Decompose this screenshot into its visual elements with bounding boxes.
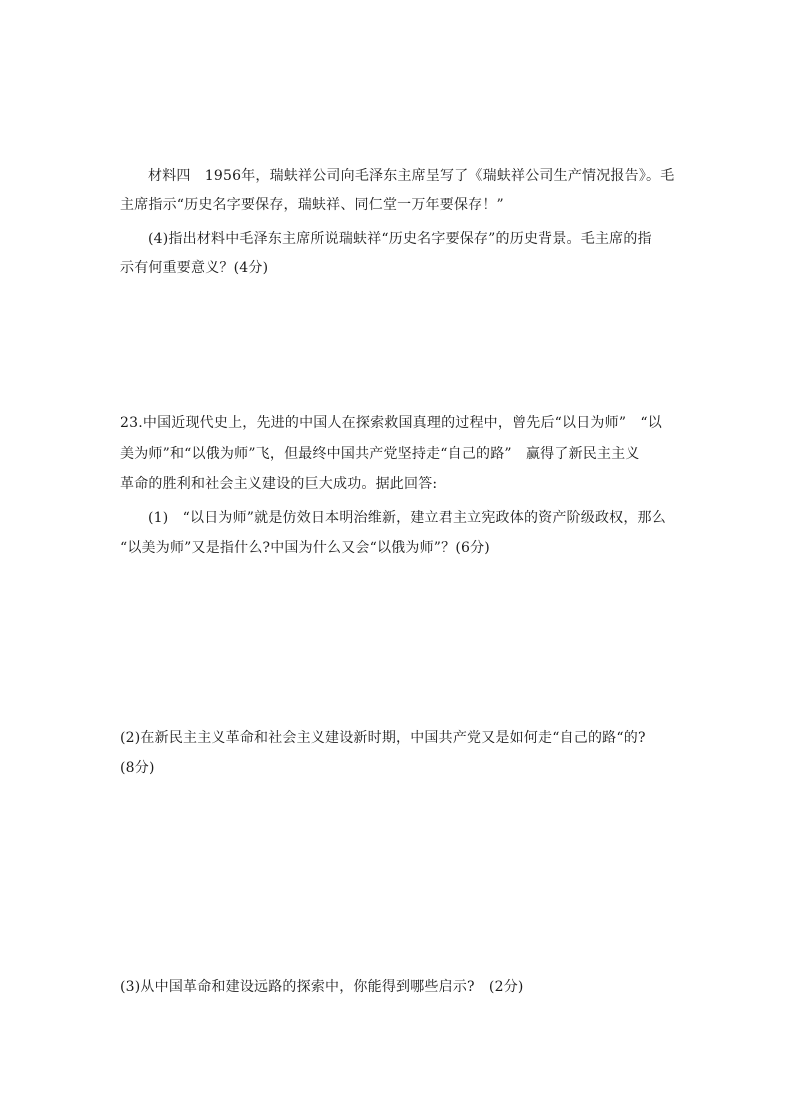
material4-line2: 主席指示“历史名字要保存，瑞蚨祥、同仁堂一万年要保存！” [120,197,504,213]
question23-1-line2: “以美为师”又是指什么?中国为什么又会“以俄为师”？(6分) [120,540,490,556]
question4-line2: 示有何重要意义？(4分) [120,260,269,276]
question23-2-line2: (8分) [120,760,155,776]
question4-line1: (4)指出材料中毛泽东主席所说瑞蚨祥“历史名字要保存”的历史背景。毛主席的指 [148,231,652,247]
question23-line2: 美为师”和“以俄为师”飞，但最终中国共产党坚持走“自己的路” 赢得了新民主主义 [120,446,640,462]
question23-line3: 革命的胜利和社会主义建设的巨大成功。据此回答: [120,476,438,492]
question23-line1: 23.中国近现代史上，先进的中国人在探索救国真理的过程中，曾先后“以日为师” “以 [120,415,662,431]
question23-3-line1: (3)从中国革命和建设远路的探索中，你能得到哪些启示? (2分) [120,979,524,995]
question23-2-line1: (2)在新民主主义革命和社会主义建设新时期，中国共产党又是如何走“自己的路“的? [120,730,646,746]
question23-1-line1: (1) “以日为师”就是仿效日本明治维新，建立君主立宪政体的资产阶级政权，那么 [148,510,666,526]
material4-line1: 材料四 1956年，瑞蚨祥公司向毛泽东主席呈写了《瑞蚨祥公司生产情况报告》。毛 [148,168,675,184]
